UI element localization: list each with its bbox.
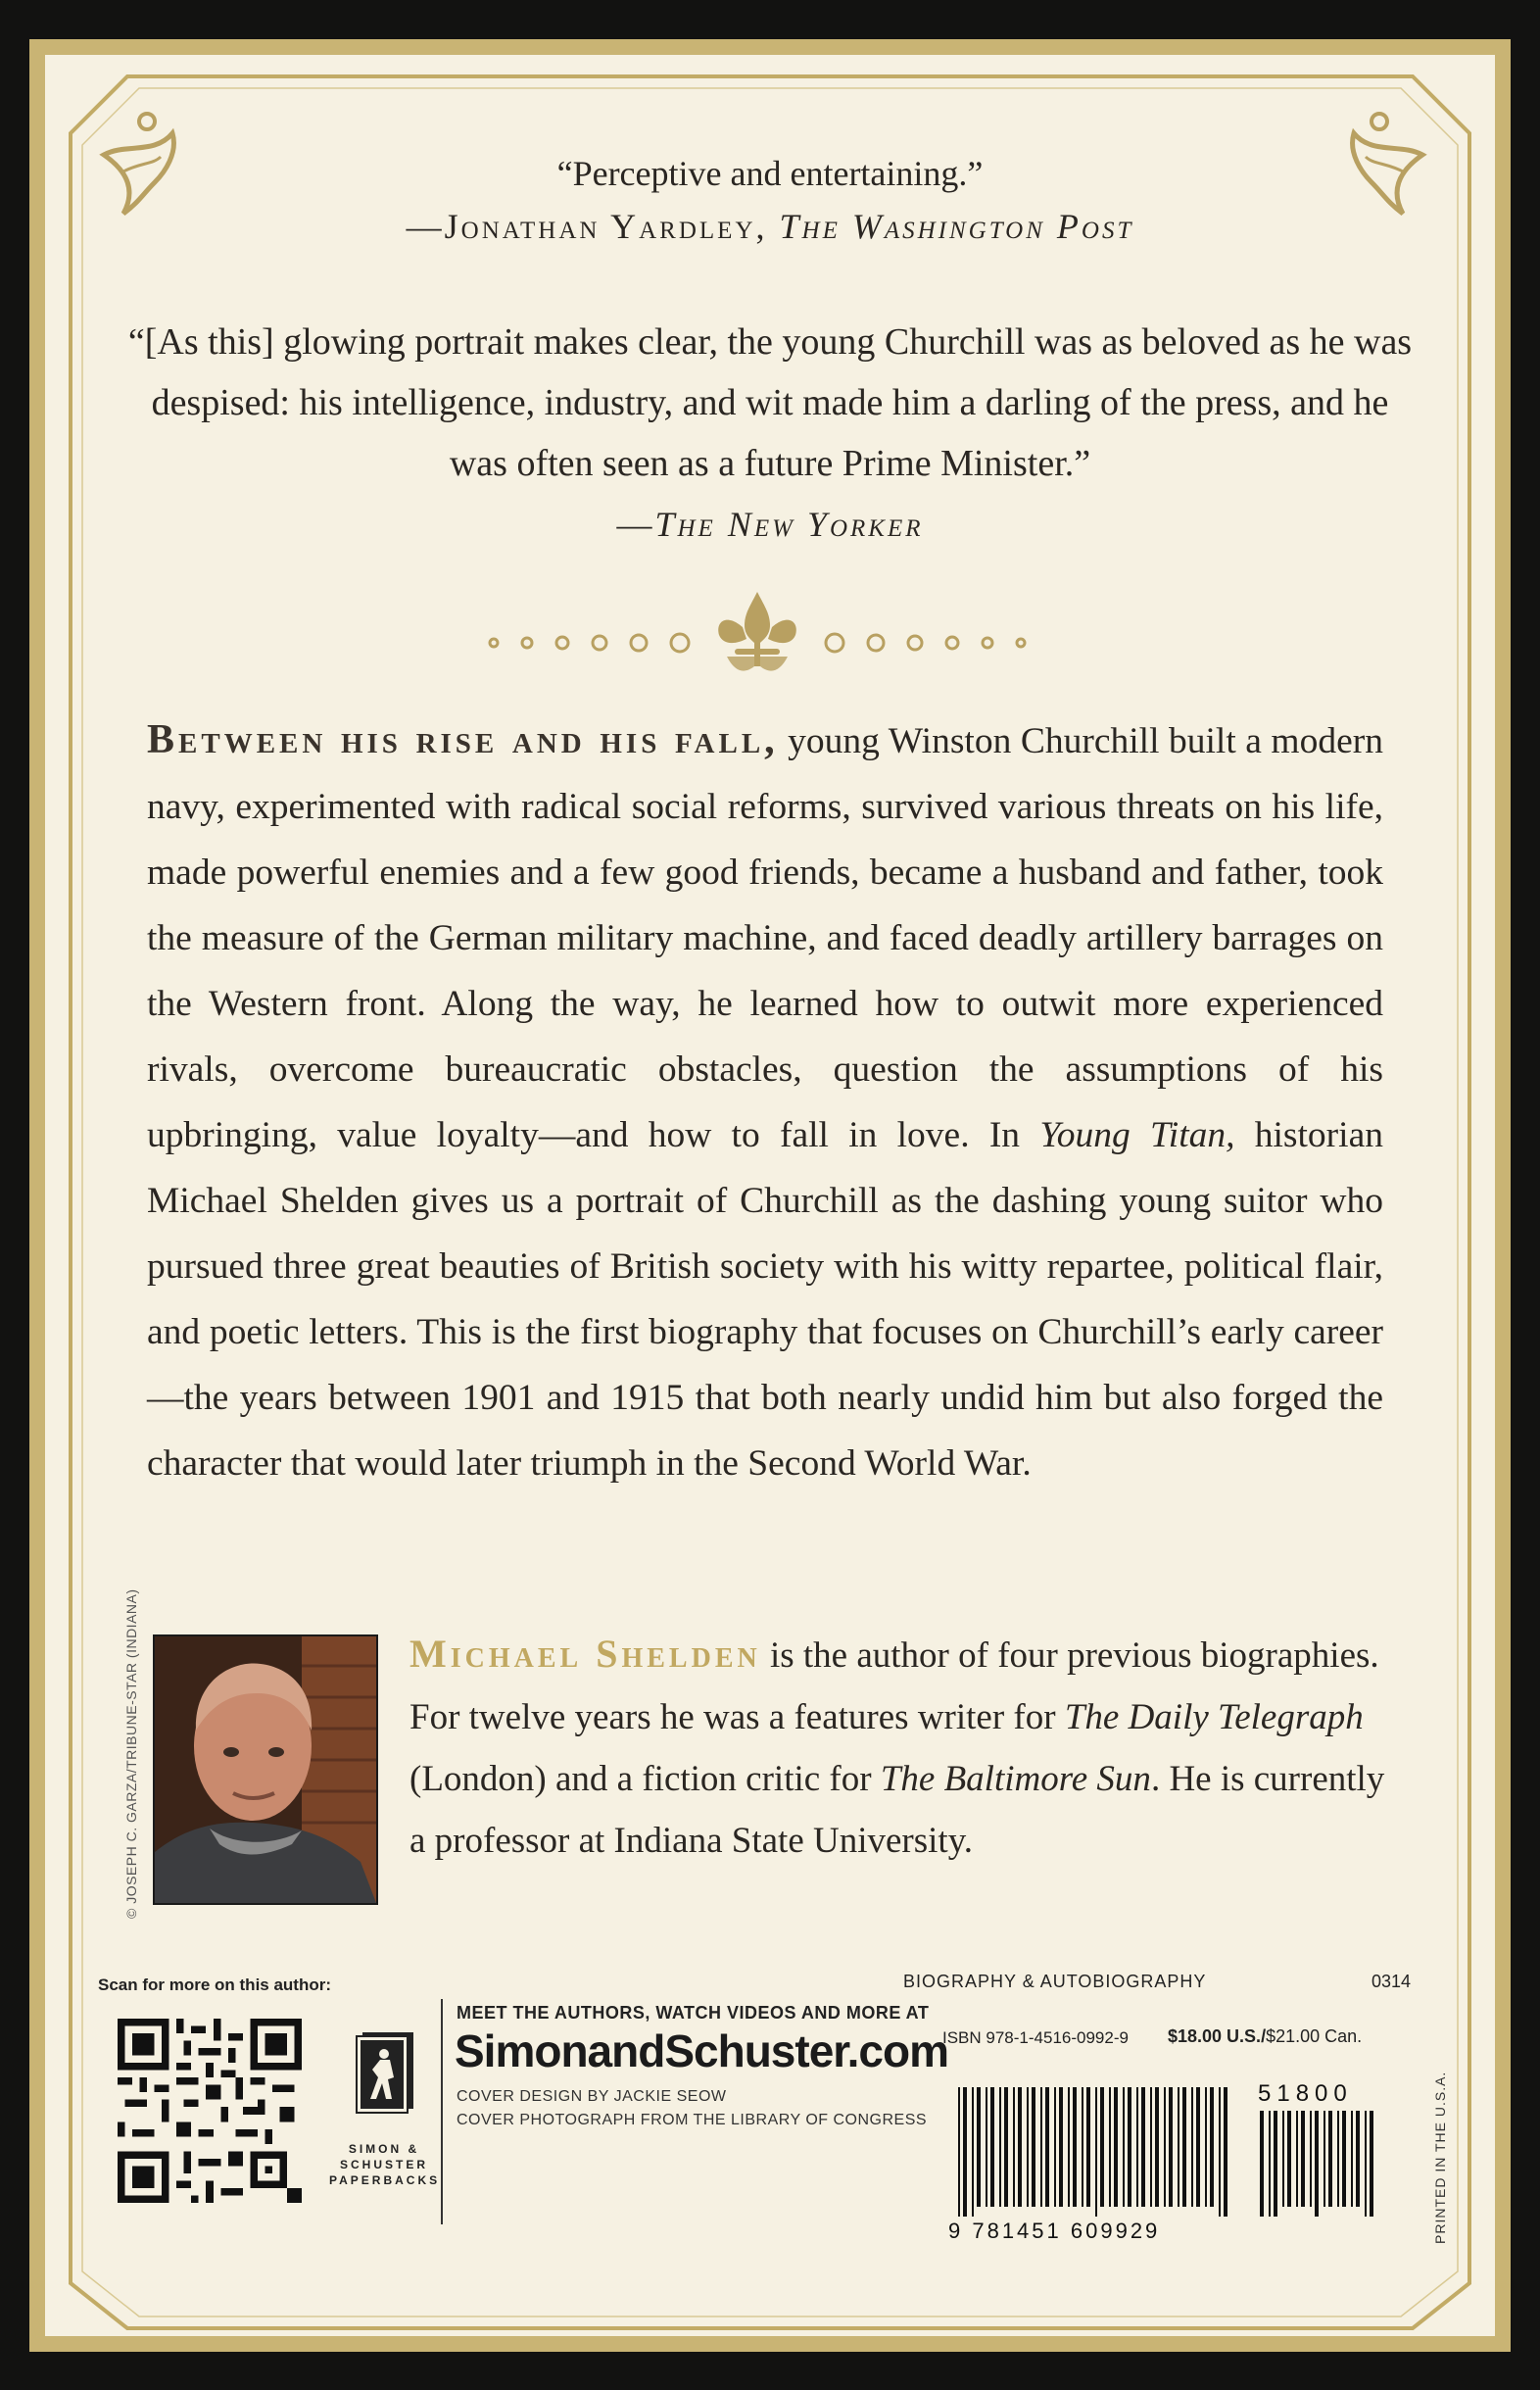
barcode-bar [1004, 2087, 1008, 2207]
barcode-bar [977, 2087, 981, 2207]
publisher-website-link[interactable]: SimonandSchuster.com [455, 2025, 949, 2076]
barcode-bar [963, 2087, 967, 2217]
barcode-bar [1342, 2111, 1346, 2207]
quote-2-text: “[As this] glowing portrait makes clear, the young Churchill was as beloved as he was despised: his intelligence, industry, and wit made him a darling of the press, and he was often seen as a future Prime Minister.” [127, 321, 1413, 484]
barcode-bar [1164, 2087, 1166, 2207]
quote-1-source: The Washington Post [779, 207, 1134, 246]
barcode-bar [1155, 2087, 1159, 2207]
author-bio-b: (London) and a fiction critic for [409, 1759, 881, 1799]
book-title: Young Titan, [1039, 1115, 1235, 1155]
description-part-1: young Winston Churchill built a modern navy, experimented with radical social reforms, survived various threats on his life, made powerful enemies and a few good friends, became a husband and father, took the measure of the German military machine, and faced deadly artillery barrages on the Western front. Along the way, he learned how to outwit more experienced rivals, overcome bureaucratic obstacles, question the assumptions of his upbringing, value loyalty—and how to fall in love. In [147, 721, 1383, 1155]
barcode-number: 9 781451 609929 [948, 2219, 1161, 2243]
barcode-bar [1282, 2111, 1284, 2207]
author-portrait-image [155, 1636, 376, 1903]
barcode-bar [1059, 2087, 1063, 2207]
quote-1-text: “Perceptive and entertaining.” [556, 154, 984, 193]
qr-code-icon[interactable] [118, 2019, 302, 2203]
addon-number: 51800 [1258, 2081, 1353, 2107]
barcode-bar [1109, 2087, 1111, 2207]
barcode-bar [1123, 2087, 1125, 2207]
cover-photo-credit: COVER PHOTOGRAPH FROM THE LIBRARY OF CONGRESS [457, 2112, 928, 2128]
barcode-bar [1370, 2111, 1373, 2217]
barcode-bar [1018, 2087, 1022, 2207]
barcode-bar [1114, 2087, 1118, 2207]
price-us: $18.00 U.S./ [1168, 2026, 1267, 2046]
barcode-bar [1337, 2111, 1339, 2207]
publisher-name [329, 2141, 439, 2188]
quote-2 [127, 312, 1413, 555]
barcode-bar [1054, 2087, 1056, 2207]
barcode-bar [1032, 2087, 1035, 2207]
sower-logo-icon [345, 2026, 423, 2124]
barcode-bar [1287, 2111, 1291, 2207]
author-photo [153, 1634, 378, 1905]
description-part-2: historian Michael Shelden gives us a portrait of Churchill as the dashing young suitor who pursued three great beauties of British society with his witty repartee, political flair, and poetic letters. This is the first biography that focuses on Churchill’s early career—the years between 1901 and 1915 that both nearly undid him but also forged the character that would later triumph in the Second World War. [147, 1115, 1383, 1484]
barcode-bar [972, 2087, 974, 2217]
barcode-bar [1315, 2111, 1319, 2217]
barcode-bar [1205, 2087, 1207, 2207]
fleur-divider-icon [470, 584, 1058, 682]
publication-2: The Baltimore Sun [880, 1759, 1151, 1799]
barcode-bar [1196, 2087, 1200, 2207]
catalog-code: 0314 [1372, 1972, 1412, 1991]
book-category: BIOGRAPHY & AUTOBIOGRAPHY [903, 1972, 1207, 1991]
barcode-bar [1086, 2087, 1090, 2207]
barcode-bar [1351, 2111, 1353, 2207]
barcode-bar [1356, 2111, 1360, 2207]
barcode-bar [1219, 2087, 1221, 2217]
barcode-bar [1210, 2087, 1214, 2207]
barcode-bar [1027, 2087, 1029, 2207]
barcode-bar [1169, 2087, 1173, 2207]
cover-design-credit: COVER DESIGN BY JACKIE SEOW [457, 2088, 727, 2105]
price-can: $21.00 Can. [1266, 2026, 1363, 2046]
book-description [147, 707, 1383, 1496]
author-bio-a: is the author of four previous biographies. For twelve years he was a features writer for [409, 1635, 1379, 1737]
barcode-bar [1224, 2087, 1227, 2217]
quote-2-attribution [127, 494, 1413, 555]
barcode-bar [1128, 2087, 1131, 2207]
barcode-bar [1150, 2087, 1152, 2207]
printed-in [1430, 2068, 1454, 2244]
barcode-bar [999, 2087, 1001, 2207]
photo-credit [121, 1588, 145, 1919]
barcode-bar [990, 2087, 994, 2207]
barcode-bar [1182, 2087, 1186, 2207]
barcode-bar [958, 2087, 960, 2217]
barcode-bar [1095, 2087, 1097, 2217]
publisher-line-2: SCHUSTER [339, 2158, 428, 2171]
barcode-bar [1100, 2087, 1104, 2207]
barcode-bar [1323, 2111, 1325, 2207]
printed-in-text: PRINTED IN THE U.S.A. [1432, 2071, 1448, 2244]
isbn: ISBN 978-1-4516-0992-9 [942, 2028, 1129, 2047]
barcode-bar [1045, 2087, 1049, 2207]
author-name: Michael Shelden [409, 1632, 761, 1676]
barcode-bar [1040, 2087, 1042, 2207]
barcode-bar [1178, 2087, 1179, 2207]
footer-divider [441, 1999, 443, 2224]
author-bio [409, 1623, 1387, 1872]
description-lead: Between his rise and his fall, [147, 717, 779, 762]
barcode-bar [1136, 2087, 1138, 2207]
barcode-bar [1013, 2087, 1015, 2207]
barcode-bar [986, 2087, 987, 2207]
barcode-bar [1269, 2111, 1271, 2217]
quote-1-attribution-prefix: —Jonathan Yardley, [406, 207, 780, 246]
barcode-bar [1296, 2111, 1298, 2207]
barcode [944, 2081, 1383, 2248]
barcode-bar [1141, 2087, 1145, 2207]
price [1168, 2026, 1362, 2047]
barcode-bar [1328, 2111, 1332, 2207]
publisher-line-1: SIMON & [348, 2142, 420, 2156]
barcode-bar [1301, 2111, 1305, 2207]
quote-2-attribution-prefix: — [616, 505, 655, 544]
barcode-bar [1073, 2087, 1077, 2207]
scan-label: Scan for more on this author: [98, 1975, 332, 1994]
barcode-bar [1274, 2111, 1277, 2217]
barcode-bar [1310, 2111, 1312, 2207]
barcode-bar [1365, 2111, 1367, 2217]
photo-credit-text: © JOSEPH C. GARZA/TRIBUNE-STAR (INDIANA) [123, 1588, 139, 1919]
publication-1: The Daily Telegraph [1064, 1697, 1364, 1737]
barcode-bar [1082, 2087, 1083, 2207]
author-bio-c: . He is currently a professor at Indiana State University. [409, 1759, 1385, 1861]
quote-1-attribution [0, 200, 1540, 253]
publisher-line-3: PAPERBACKS [329, 2173, 441, 2187]
quote-2-source: The New Yorker [654, 505, 924, 544]
quote-1 [0, 147, 1540, 253]
barcode-bar [1260, 2111, 1264, 2217]
barcode-bar [1191, 2087, 1193, 2207]
barcode-bar [1068, 2087, 1070, 2207]
meet-the-authors: MEET THE AUTHORS, WATCH VIDEOS AND MORE AT [457, 2003, 930, 2023]
cover-credits [457, 2085, 927, 2132]
